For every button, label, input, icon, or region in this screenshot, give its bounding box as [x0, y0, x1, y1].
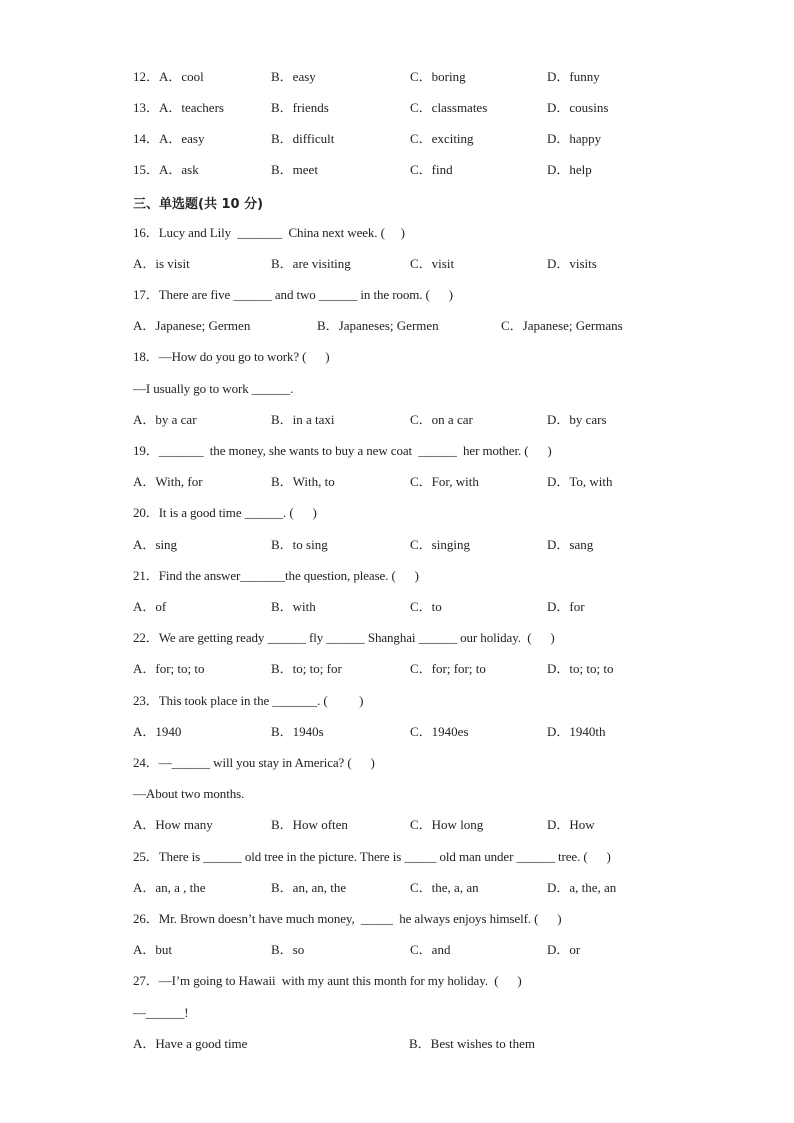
answer-option: B．in a taxi — [271, 412, 335, 427]
answer-option: D．or — [547, 942, 581, 957]
answer-option: C．1940es — [410, 724, 469, 739]
answer-option: D．visits — [547, 256, 597, 271]
question-text: 19．_______ the money, she wants to buy a new coat ______ her mother. ( ) — [133, 443, 552, 458]
answer-option: B．an, an, the — [271, 880, 347, 895]
answer-option: D．1940th — [547, 724, 606, 739]
answer-option: D．To, with — [547, 474, 613, 489]
question-text: 23．This took place in the _______. ( ) — [133, 693, 364, 708]
question-text: —I usually go to work ______. — [133, 381, 294, 396]
answer-option: C．for; for; to — [410, 661, 486, 676]
answer-option: A．is visit — [133, 256, 190, 271]
answer-option: B．Best wishes to them — [409, 1036, 536, 1051]
answer-option: C．For, with — [410, 474, 479, 489]
answer-option: C．find — [410, 162, 453, 177]
answer-option: D．happy — [547, 131, 602, 146]
answer-option: B．Japaneses; Germen — [317, 318, 439, 333]
question-text: 18．—How do you go to work? ( ) — [133, 349, 330, 364]
answer-option: 15．A．ask — [133, 162, 199, 177]
question-text: 22．We are getting ready ______ fly ______ Shanghai ______ our holiday. ( ) — [133, 630, 555, 645]
answer-option: C．Japanese; Germans — [501, 318, 623, 333]
question-text: 26．Mr. Brown doesn’t have much money, _____ he always enjoys himself. ( ) — [133, 911, 562, 926]
answer-option: 13．A．teachers — [133, 100, 224, 115]
question-text: 24．—______ will you stay in America? ( ) — [133, 755, 375, 770]
answer-option: A．sing — [133, 537, 178, 552]
answer-option: C．boring — [410, 69, 466, 84]
answer-option: D．How — [547, 817, 595, 832]
answer-option: D．by cars — [547, 412, 607, 427]
answer-option: B．to sing — [271, 537, 328, 552]
answer-option: B．How often — [271, 817, 348, 832]
question-text: —______! — [133, 1005, 189, 1020]
answer-option: A．but — [133, 942, 173, 957]
answer-option: B．are visiting — [271, 256, 351, 271]
answer-option: 14．A．easy — [133, 131, 205, 146]
answer-option: B．so — [271, 942, 305, 957]
answer-option: B．easy — [271, 69, 316, 84]
question-text: 27．—I’m going to Hawaii with my aunt this month for my holiday. ( ) — [133, 973, 522, 988]
answer-option: A．How many — [133, 817, 213, 832]
question-text: 21．Find the answer_______the question, please. ( ) — [133, 568, 419, 583]
answer-option: A．Have a good time — [133, 1036, 248, 1051]
question-text: —About two months. — [133, 786, 245, 801]
answer-option: B．with — [271, 599, 316, 614]
answer-option: B．meet — [271, 162, 318, 177]
answer-option: A．by a car — [133, 412, 197, 427]
answer-option: C．classmates — [410, 100, 488, 115]
answer-option: A．1940 — [133, 724, 182, 739]
answer-option: C．the, a, an — [410, 880, 479, 895]
answer-option: C．exciting — [410, 131, 474, 146]
answer-option: D．sang — [547, 537, 594, 552]
answer-option: A．With, for — [133, 474, 203, 489]
answer-option: A．for; to; to — [133, 661, 205, 676]
answer-option: C．singing — [410, 537, 470, 552]
answer-option: C．visit — [410, 256, 455, 271]
answer-option: D．for — [547, 599, 585, 614]
section-heading: 三、单选题(共 10 分) — [133, 197, 264, 212]
answer-option: D．funny — [547, 69, 600, 84]
question-text: 25．There is ______ old tree in the picture. There is _____ old man under ______ tree. ( ) — [133, 849, 611, 864]
answer-option: B．friends — [271, 100, 329, 115]
answer-option: D．a, the, an — [547, 880, 617, 895]
answer-option: A．an, a , the — [133, 880, 206, 895]
answer-option: B．difficult — [271, 131, 335, 146]
question-text: 17．There are five ______ and two ______ in the room. ( ) — [133, 287, 453, 302]
answer-option: C．How long — [410, 817, 484, 832]
answer-option: B．1940s — [271, 724, 324, 739]
answer-option: D．help — [547, 162, 592, 177]
answer-option: B．to; to; for — [271, 661, 342, 676]
answer-option: C．to — [410, 599, 442, 614]
question-text: 16．Lucy and Lily _______ China next week. ( ) — [133, 225, 405, 240]
question-text: 20．It is a good time ______. ( ) — [133, 505, 317, 520]
answer-option: B．With, to — [271, 474, 335, 489]
answer-option: D．to; to; to — [547, 661, 614, 676]
answer-option: 12．A．cool — [133, 69, 204, 84]
answer-option: D．cousins — [547, 100, 609, 115]
answer-option: A．Japanese; Germen — [133, 318, 251, 333]
answer-option: C．and — [410, 942, 451, 957]
answer-option: A．of — [133, 599, 167, 614]
answer-option: C．on a car — [410, 412, 473, 427]
